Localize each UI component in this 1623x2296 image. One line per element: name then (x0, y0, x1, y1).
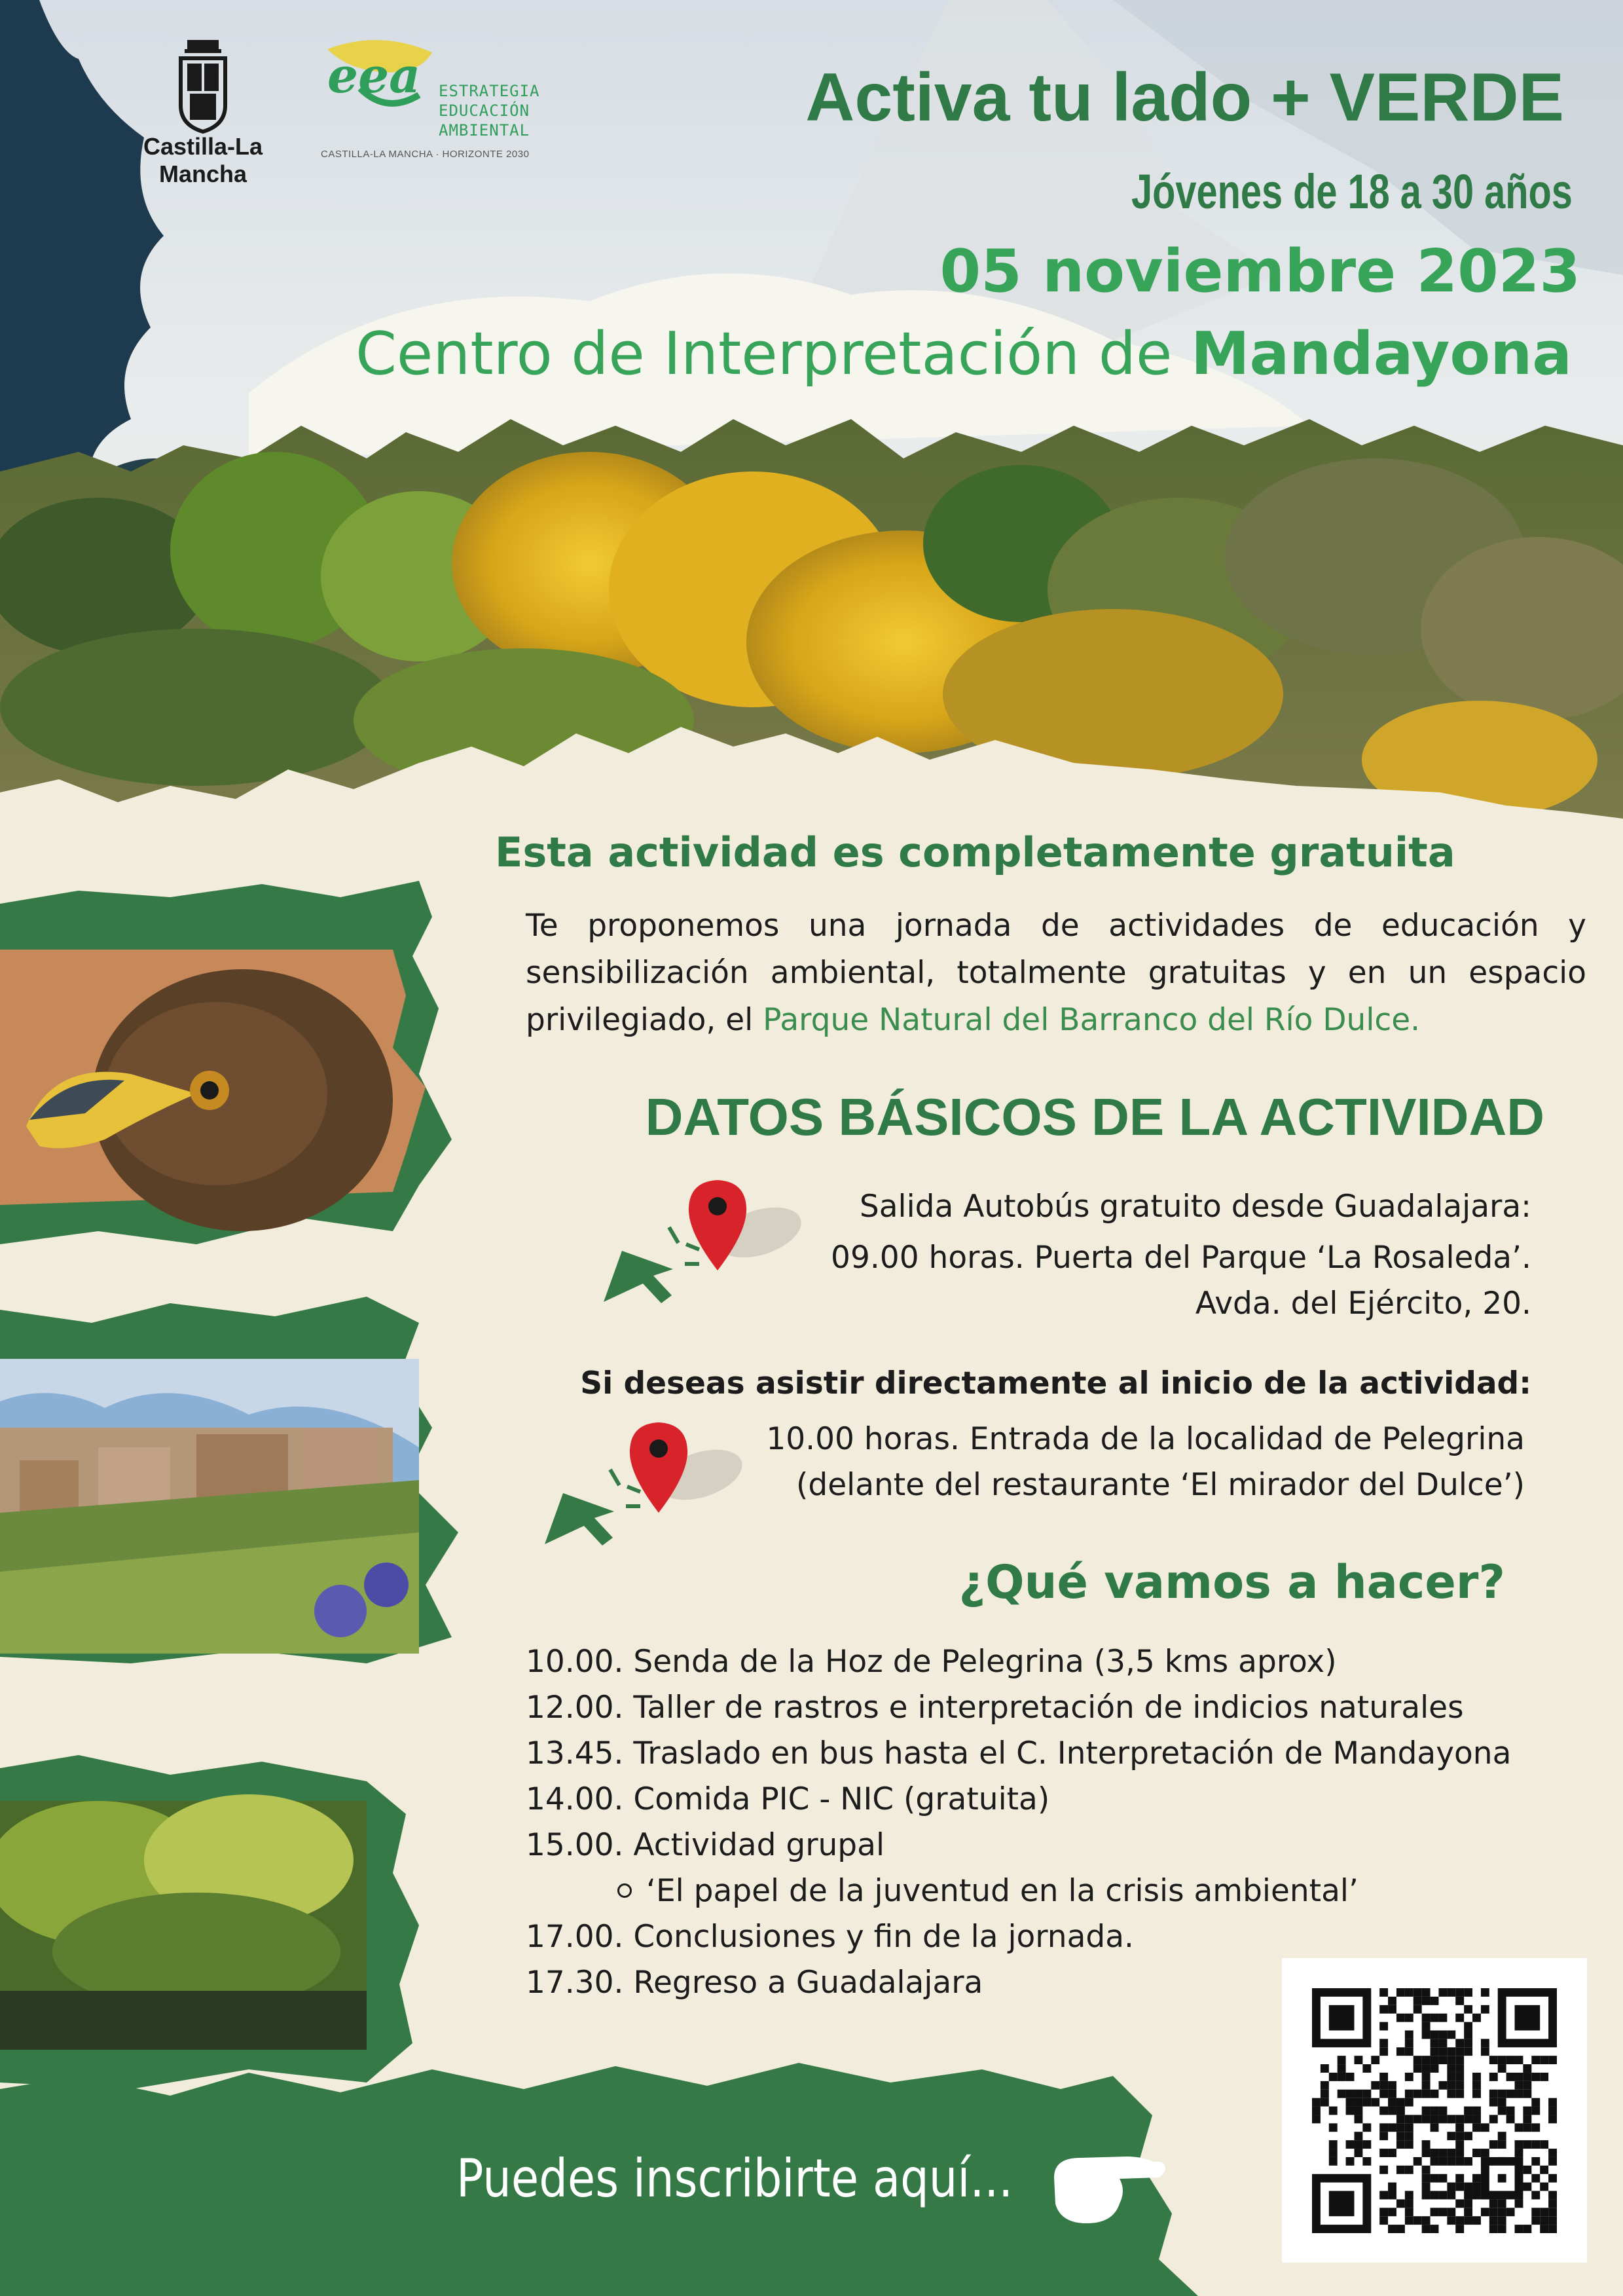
river-vegetation-photo (0, 1755, 419, 2089)
eagle-photo (0, 878, 458, 1251)
cursor-click-icon (604, 1227, 699, 1303)
audience-age: Jóvenes de 18 a 30 años (1131, 164, 1573, 219)
bus-departure-time: 09.00 horas. Puerta del Parque ‘La Rosaleda’. (831, 1240, 1531, 1276)
agenda-item: 17.30. Regreso a Guadalajara (526, 1965, 983, 2001)
poster-title: Activa tu lado + VERDE (805, 60, 1564, 136)
event-place-prefix: Centro de Interpretación de (356, 320, 1191, 388)
agenda-item: 14.00. Comida PIC - NIC (gratuita) (526, 1781, 1050, 1817)
hero-landscape (0, 0, 1623, 825)
agenda-item: 12.00. Taller de rastros e interpretación de indicios naturales (526, 1690, 1464, 1726)
circle-bullet-icon (617, 1883, 632, 1898)
intro-paragraph (526, 902, 1586, 1044)
registration-qr-code[interactable] (1282, 1958, 1587, 2263)
direct-arrival-place: (delante del restaurante ‘El mirador del Dulce’) (796, 1467, 1525, 1503)
agenda-item: 17.00. Conclusiones y fin de la jornada. (526, 1919, 1134, 1955)
event-place-name: Mandayona (1190, 320, 1572, 388)
agenda-item: 15.00. Actividad grupal (526, 1827, 885, 1863)
bus-departure-address: Avda. del Ejército, 20. (1195, 1286, 1531, 1322)
agenda-list (526, 1639, 1511, 2006)
direct-arrival-heading: Si deseas asistir directamente al inicio de la actividad: (580, 1365, 1531, 1401)
agenda-item: 13.45. Traslado en bus hasta el C. Interpretación de Mandayona (526, 1735, 1512, 1771)
cursor-click-icon (545, 1470, 640, 1546)
agenda-item: 10.00. Senda de la Hoz de Pelegrina (3,5 kms aprox) (526, 1644, 1337, 1680)
eea-line-2: EDUCACIÓN (439, 102, 530, 120)
direct-arrival-time: 10.00 horas. Entrada de la localidad de Pelegrina (766, 1421, 1525, 1457)
intro-text: Te proponemos una jornada de actividades de educación y sensibilización ambiental, totalmente gratuitas y en un espacio privilegiado, el (526, 908, 1586, 1038)
event-date: 05 noviembre 2023 (939, 237, 1580, 306)
free-activity-title: Esta actividad es completamente gratuita (495, 828, 1455, 876)
pointing-hand-icon (1048, 2138, 1172, 2236)
eea-logo-text: eea (327, 48, 421, 104)
direct-arrival-location (537, 1415, 746, 1559)
castilla-la-mancha-logo (98, 36, 308, 187)
event-place (356, 320, 1572, 388)
qr-code-icon (1312, 1988, 1557, 2233)
eea-subtitle: CASTILLA-LA MANCHA · HORIZONTE 2030 (321, 149, 530, 160)
agenda-subitem-text: ‘El papel de la juventud en la crisis ambiental’ (646, 1873, 1359, 1909)
castilla-la-mancha-text: Castilla-La Mancha (143, 133, 263, 187)
agenda-subitem (526, 1868, 1511, 1914)
estrategia-educacion-ambiental-logo (321, 36, 556, 167)
pelegrina-village-photo (0, 1297, 458, 1670)
basic-data-title: DATOS BÁSICOS DE LA ACTIVIDAD (645, 1088, 1544, 1146)
bus-departure-heading: Salida Autobús gratuito desde Guadalajara: (859, 1189, 1531, 1225)
coat-of-arms-icon (98, 36, 308, 134)
agenda-title: ¿Qué vamos a hacer? (958, 1555, 1505, 1609)
park-name: Parque Natural del Barranco del Río Dulce. (763, 1002, 1421, 1038)
eea-line-1: ESTRATEGIA (439, 82, 540, 100)
register-here-text: Puedes inscribirte aquí... (456, 2148, 1013, 2209)
eea-line-3: AMBIENTAL (439, 121, 530, 139)
bus-departure-location (596, 1172, 805, 1316)
